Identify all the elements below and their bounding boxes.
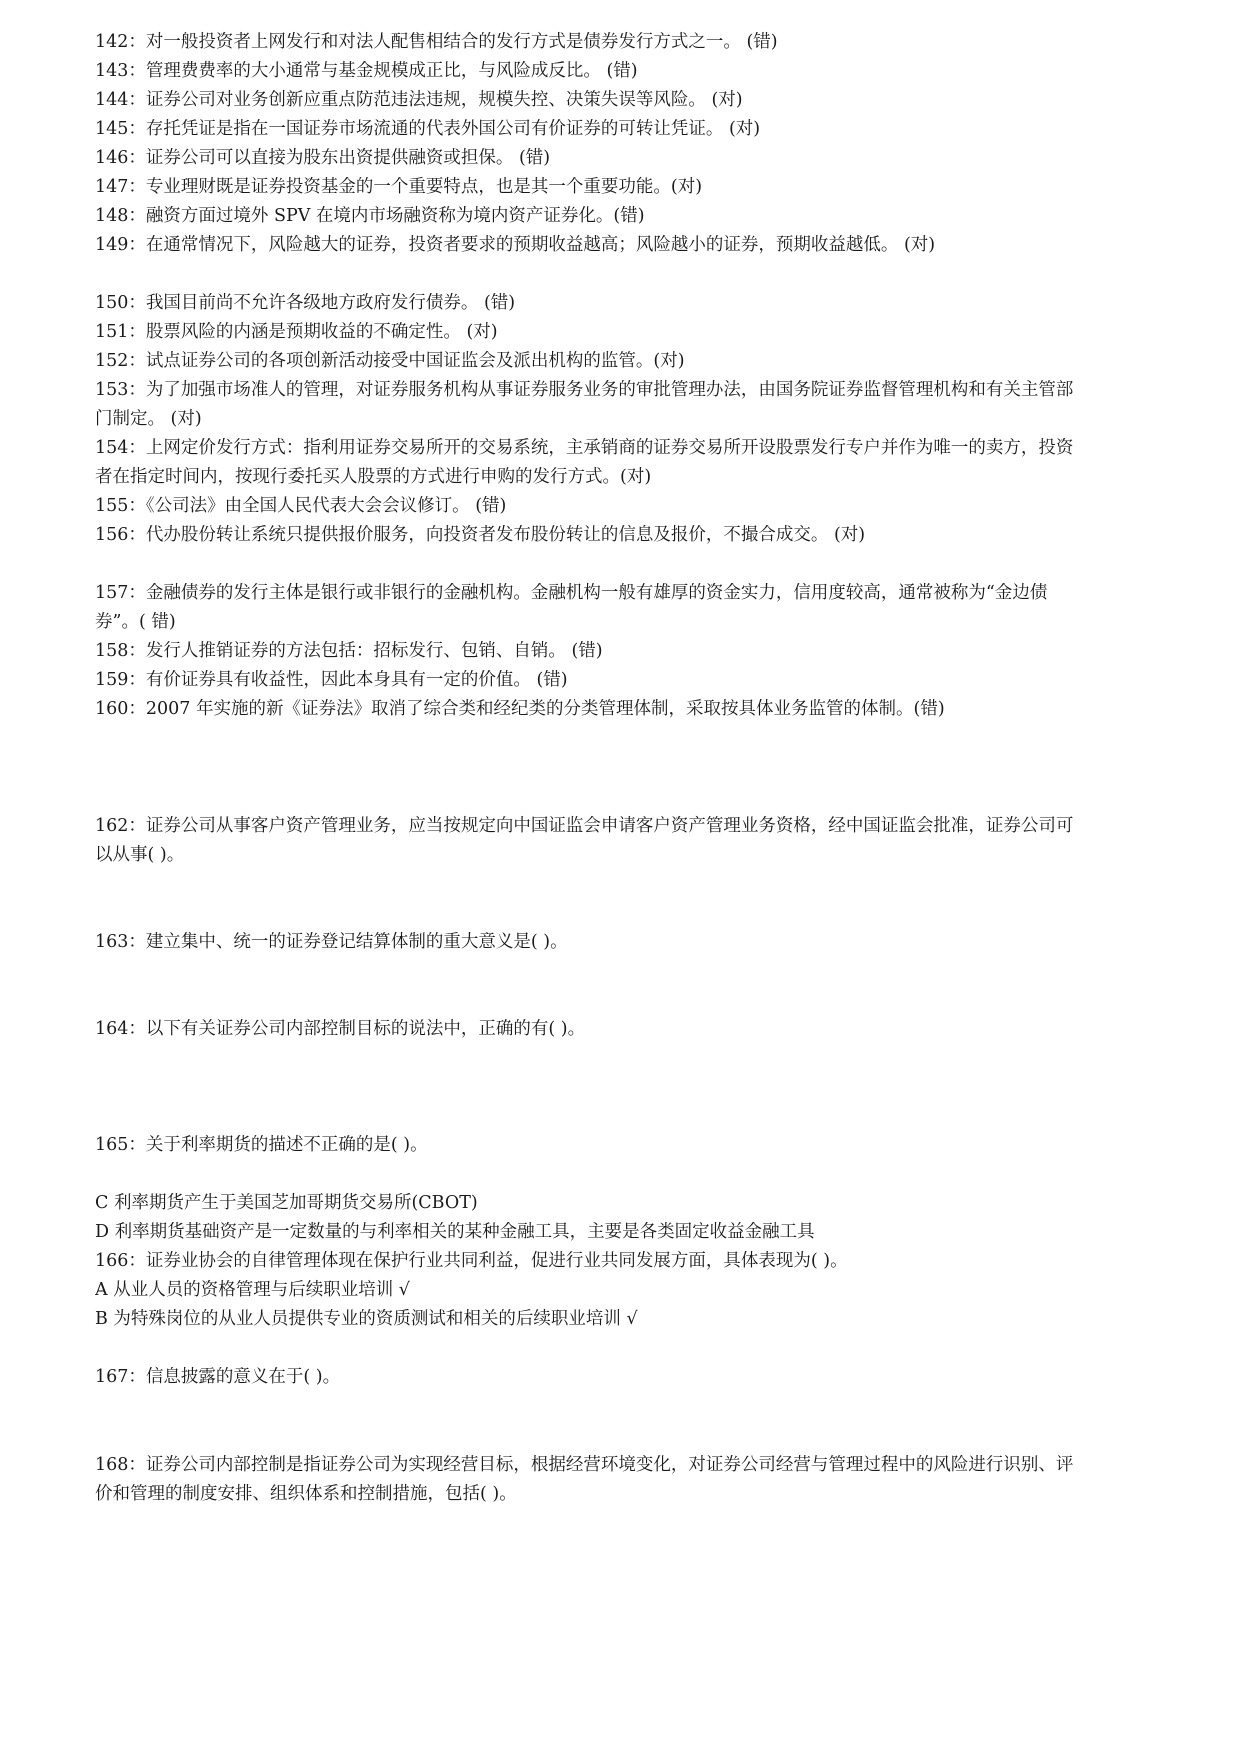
question-142: 142：对一般投资者上网发行和对法人配售相结合的发行方式是债券发行方式之一。 (错) xyxy=(95,32,778,52)
question-163: 163：建立集中、统一的证券登记结算体制的重大意义是( )。 xyxy=(95,932,568,952)
question-164: 164：以下有关证券公司内部控制目标的说法中，正确的有( )。 xyxy=(95,1019,586,1039)
question-144: 144：证券公司对业务创新应重点防范违法违规，规模失控、决策失误等风险。 (对) xyxy=(95,90,743,110)
question-156: 156：代办股份转让系统只提供报价服务，向投资者发布股份转让的信息及报价，不撮合成交。 (对) xyxy=(95,525,866,545)
question-166: 166：证券业协会的自律管理体现在保护行业共同利益，促进行业共同发展方面，具体表现为( )。 xyxy=(95,1251,848,1271)
q165-option-c: C 利率期货产生于美国芝加哥期货交易所(CBOT) xyxy=(95,1193,478,1213)
question-155: 155：《公司法》由全国人民代表大会会议修订。 (错) xyxy=(95,496,507,516)
question-147: 147：专业理财既是证券投资基金的一个重要特点，也是其一个重要功能。(对) xyxy=(95,177,703,197)
question-149: 149：在通常情况下，风险越大的证券，投资者要求的预期收益越高；风险越小的证券，预期收益越低。 (对) xyxy=(95,235,936,255)
question-145: 145：存托凭证是指在一国证券市场流通的代表外国公司有价证券的可转让凭证。 (对) xyxy=(95,119,761,139)
question-154-line-2: 者在指定时间内，按现行委托买人股票的方式进行申购的发行方式。(对) xyxy=(95,467,652,487)
question-159: 159：有价证券具有收益性，因此本身具有一定的价值。 (错) xyxy=(95,670,568,690)
question-153-line-2: 门制定。 (对) xyxy=(95,409,202,429)
question-154-line-1: 154：上网定价发行方式：指利用证券交易所开的交易系统，主承销商的证券交易所开设股票发行专户并作为唯一的卖方，投资 xyxy=(95,438,1074,458)
question-160: 160：2007 年实施的新《证券法》取消了综合类和经纪类的分类管理体制，采取按具体业务监管的体制。(错) xyxy=(95,699,945,719)
question-162-line-1: 162：证券公司从事客户资产管理业务，应当按规定向中国证监会申请客户资产管理业务资格，经中国证监会批准，证券公司可 xyxy=(95,816,1074,836)
question-143: 143：管理费费率的大小通常与基金规模成正比，与风险成反比。 (错) xyxy=(95,61,638,81)
q166-option-b: B 为特殊岗位的从业人员提供专业的资质测试和相关的后续职业培训 √ xyxy=(95,1309,638,1329)
question-167: 167：信息披露的意义在于( )。 xyxy=(95,1367,341,1387)
question-168-line-1: 168：证券公司内部控制是指证券公司为实现经营目标，根据经营环境变化，对证券公司经营与管理过程中的风险进行识别、评 xyxy=(95,1455,1074,1475)
q166-option-a: A 从业人员的资格管理与后续职业培训 √ xyxy=(95,1280,410,1300)
question-165: 165：关于利率期货的描述不正确的是( )。 xyxy=(95,1135,428,1155)
question-148: 148：融资方面过境外 SPV 在境内市场融资称为境内资产证券化。(错) xyxy=(95,206,645,226)
question-162-line-2: 以从事( )。 xyxy=(95,845,185,865)
question-157-line-2: 券”。( 错) xyxy=(95,612,176,632)
question-157-line-1: 157：金融债券的发行主体是银行或非银行的金融机构。金融机构一般有雄厚的资金实力，信用度较高，通常被称为“金边债 xyxy=(95,583,1048,603)
question-153-line-1: 153：为了加强市场准人的管理，对证券服务机构从事证券服务业务的审批管理办法，由国务院证券监督管理机构和有关主管部 xyxy=(95,380,1074,400)
question-146: 146：证券公司可以直接为股东出资提供融资或担保。 (错) xyxy=(95,148,551,168)
question-168-line-2: 价和管理的制度安排、组织体系和控制措施，包括( )。 xyxy=(95,1484,517,1504)
question-158: 158：发行人推销证券的方法包括：招标发行、包销、自销。 (错) xyxy=(95,641,603,661)
q165-option-d: D 利率期货基础资产是一定数量的与利率相关的某种金融工具，主要是各类固定收益金融工具 xyxy=(95,1222,815,1242)
question-151: 151：股票风险的内涵是预期收益的不确定性。 (对) xyxy=(95,322,498,342)
question-150: 150：我国目前尚不允许各级地方政府发行债券。 (错) xyxy=(95,293,516,313)
question-152: 152：试点证券公司的各项创新活动接受中国证监会及派出机构的监管。(对) xyxy=(95,351,685,371)
